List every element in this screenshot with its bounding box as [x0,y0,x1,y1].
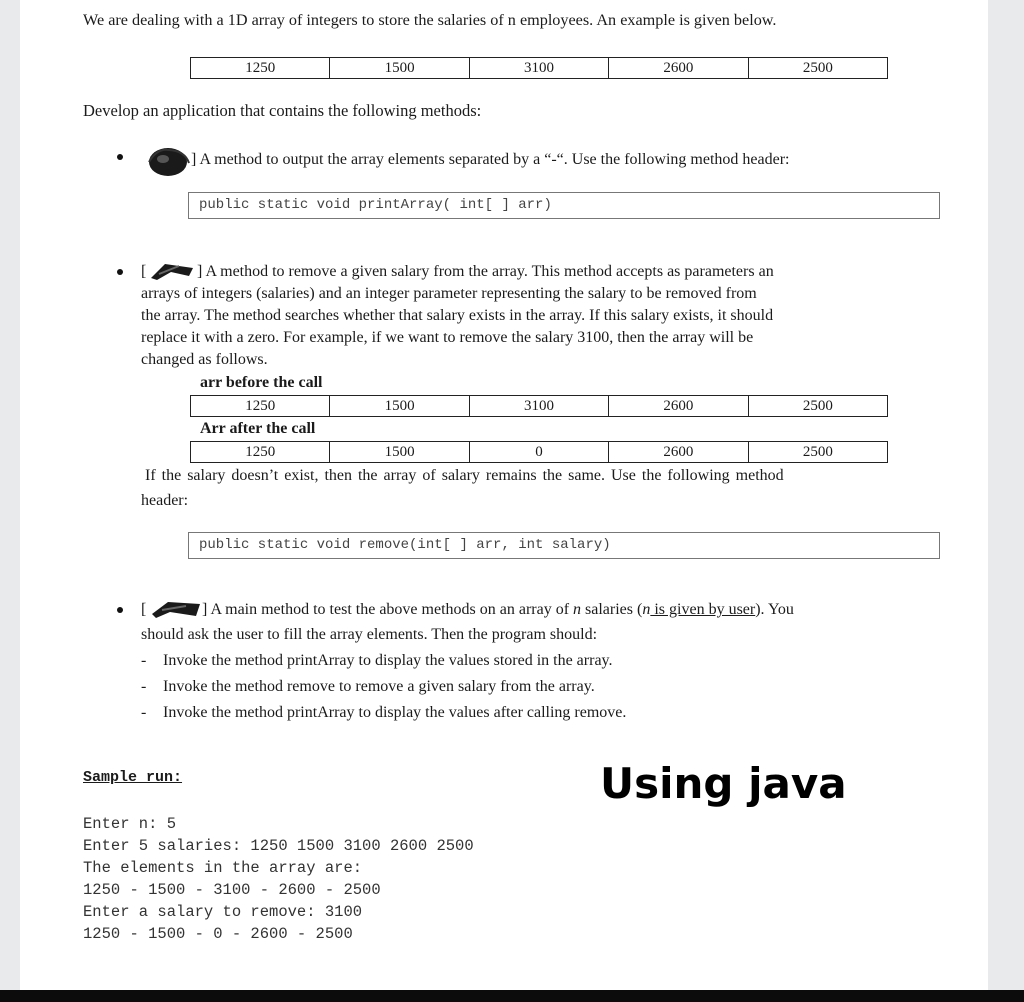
item2-line: the array. The method searches whether that salary exists in the array. If this salary exists, it should [141,307,774,324]
sample-output-line: Enter n: 5 [83,815,177,833]
item2-line: arrays of integers (salaries) and an integer parameter representing the salary to be removed from [141,285,757,302]
item3-dash: - [141,652,147,669]
item3-sub: Invoke the method printArray to display the values after calling remove. [163,704,627,721]
sample-output-line: 1250 - 1500 - 3100 - 2600 - 2500 [83,881,381,899]
array-cell: 3100 [470,58,609,78]
item2-line: ] A method to remove a given salary from the array. This method accepts as parameters an [197,263,774,280]
item2-line: changed as follows. [141,351,268,368]
array-cell: 1250 [191,396,330,416]
array-cell: 2500 [802,60,833,76]
bullet-3 [117,607,123,613]
using-java-note: Using java [600,759,847,808]
before-label: arr before the call [200,374,323,391]
item3-line2: should ask the user to fill the array elements. Then the program should: [141,626,598,643]
bottom-bar [0,990,1024,1002]
sample-output-line: Enter 5 salaries: 1250 1500 3100 2600 2500 [83,837,474,855]
bullet-2 [117,269,123,275]
scribble-icon [150,598,202,620]
array-cell: 3100 [470,396,609,416]
intro-text: We are dealing with a 1D array of integers to store the salaries of n employees. An example is given below. [83,11,777,29]
item3-sub: Invoke the method printArray to display the values stored in the array. [163,652,613,669]
array-cell: 1500 [330,58,469,78]
item3-sub: Invoke the method remove to remove a given salary from the array. [163,678,595,695]
array-cell: 1250 [191,58,330,78]
item2-note: header: [141,492,189,509]
remove-method-header: public static void remove(int[ ] arr, int salary) [188,532,940,559]
sample-output-line: The elements in the array are: [83,859,363,877]
after-array-table [190,441,888,463]
sample-run-title: Sample run: [83,769,183,786]
sample-output-line: Enter a salary to remove: 3100 [83,903,363,921]
array-cell: 2500 [802,398,833,414]
before-array-table [190,395,888,417]
sample-output-line: 1250 - 1500 - 0 - 2600 - 2500 [83,925,353,943]
item2-note: If the salary doesn’t exist, then the array of salary remains the same. Use the following method [145,467,784,484]
array-cell: 1500 [330,442,469,462]
print-array-method-header: public static void printArray( int[ ] arr) [188,192,940,219]
bullet-1 [117,154,123,160]
item2-bracket: [ [141,263,147,280]
array-cell: 2600 [609,396,748,416]
after-label: Arr after the call [200,420,316,437]
array-cell: 0 [470,442,609,462]
array-cell: 1500 [330,396,469,416]
item3-dash: - [141,704,147,721]
array-cell: 2500 [802,444,833,460]
develop-text: Develop an application that contains the following methods: [83,101,482,120]
item2-line: replace it with a zero. For example, if we want to remove the salary 3100, then the array will be [141,329,754,346]
array-cell: 1250 [191,442,330,462]
scribble-icon [145,145,193,179]
example-array-table [190,57,888,79]
item3-dash: - [141,678,147,695]
item3-bracket: [ [141,601,147,618]
item1-text: ] A method to output the array elements separated by a “-“. Use the following method header: [191,151,790,168]
scribble-icon [149,260,197,282]
array-cell: 2600 [609,442,748,462]
item3-line1: ] A main method to test the above methods on an array of n salaries (n is given by user). You [202,601,794,618]
array-cell: 2600 [609,58,748,78]
